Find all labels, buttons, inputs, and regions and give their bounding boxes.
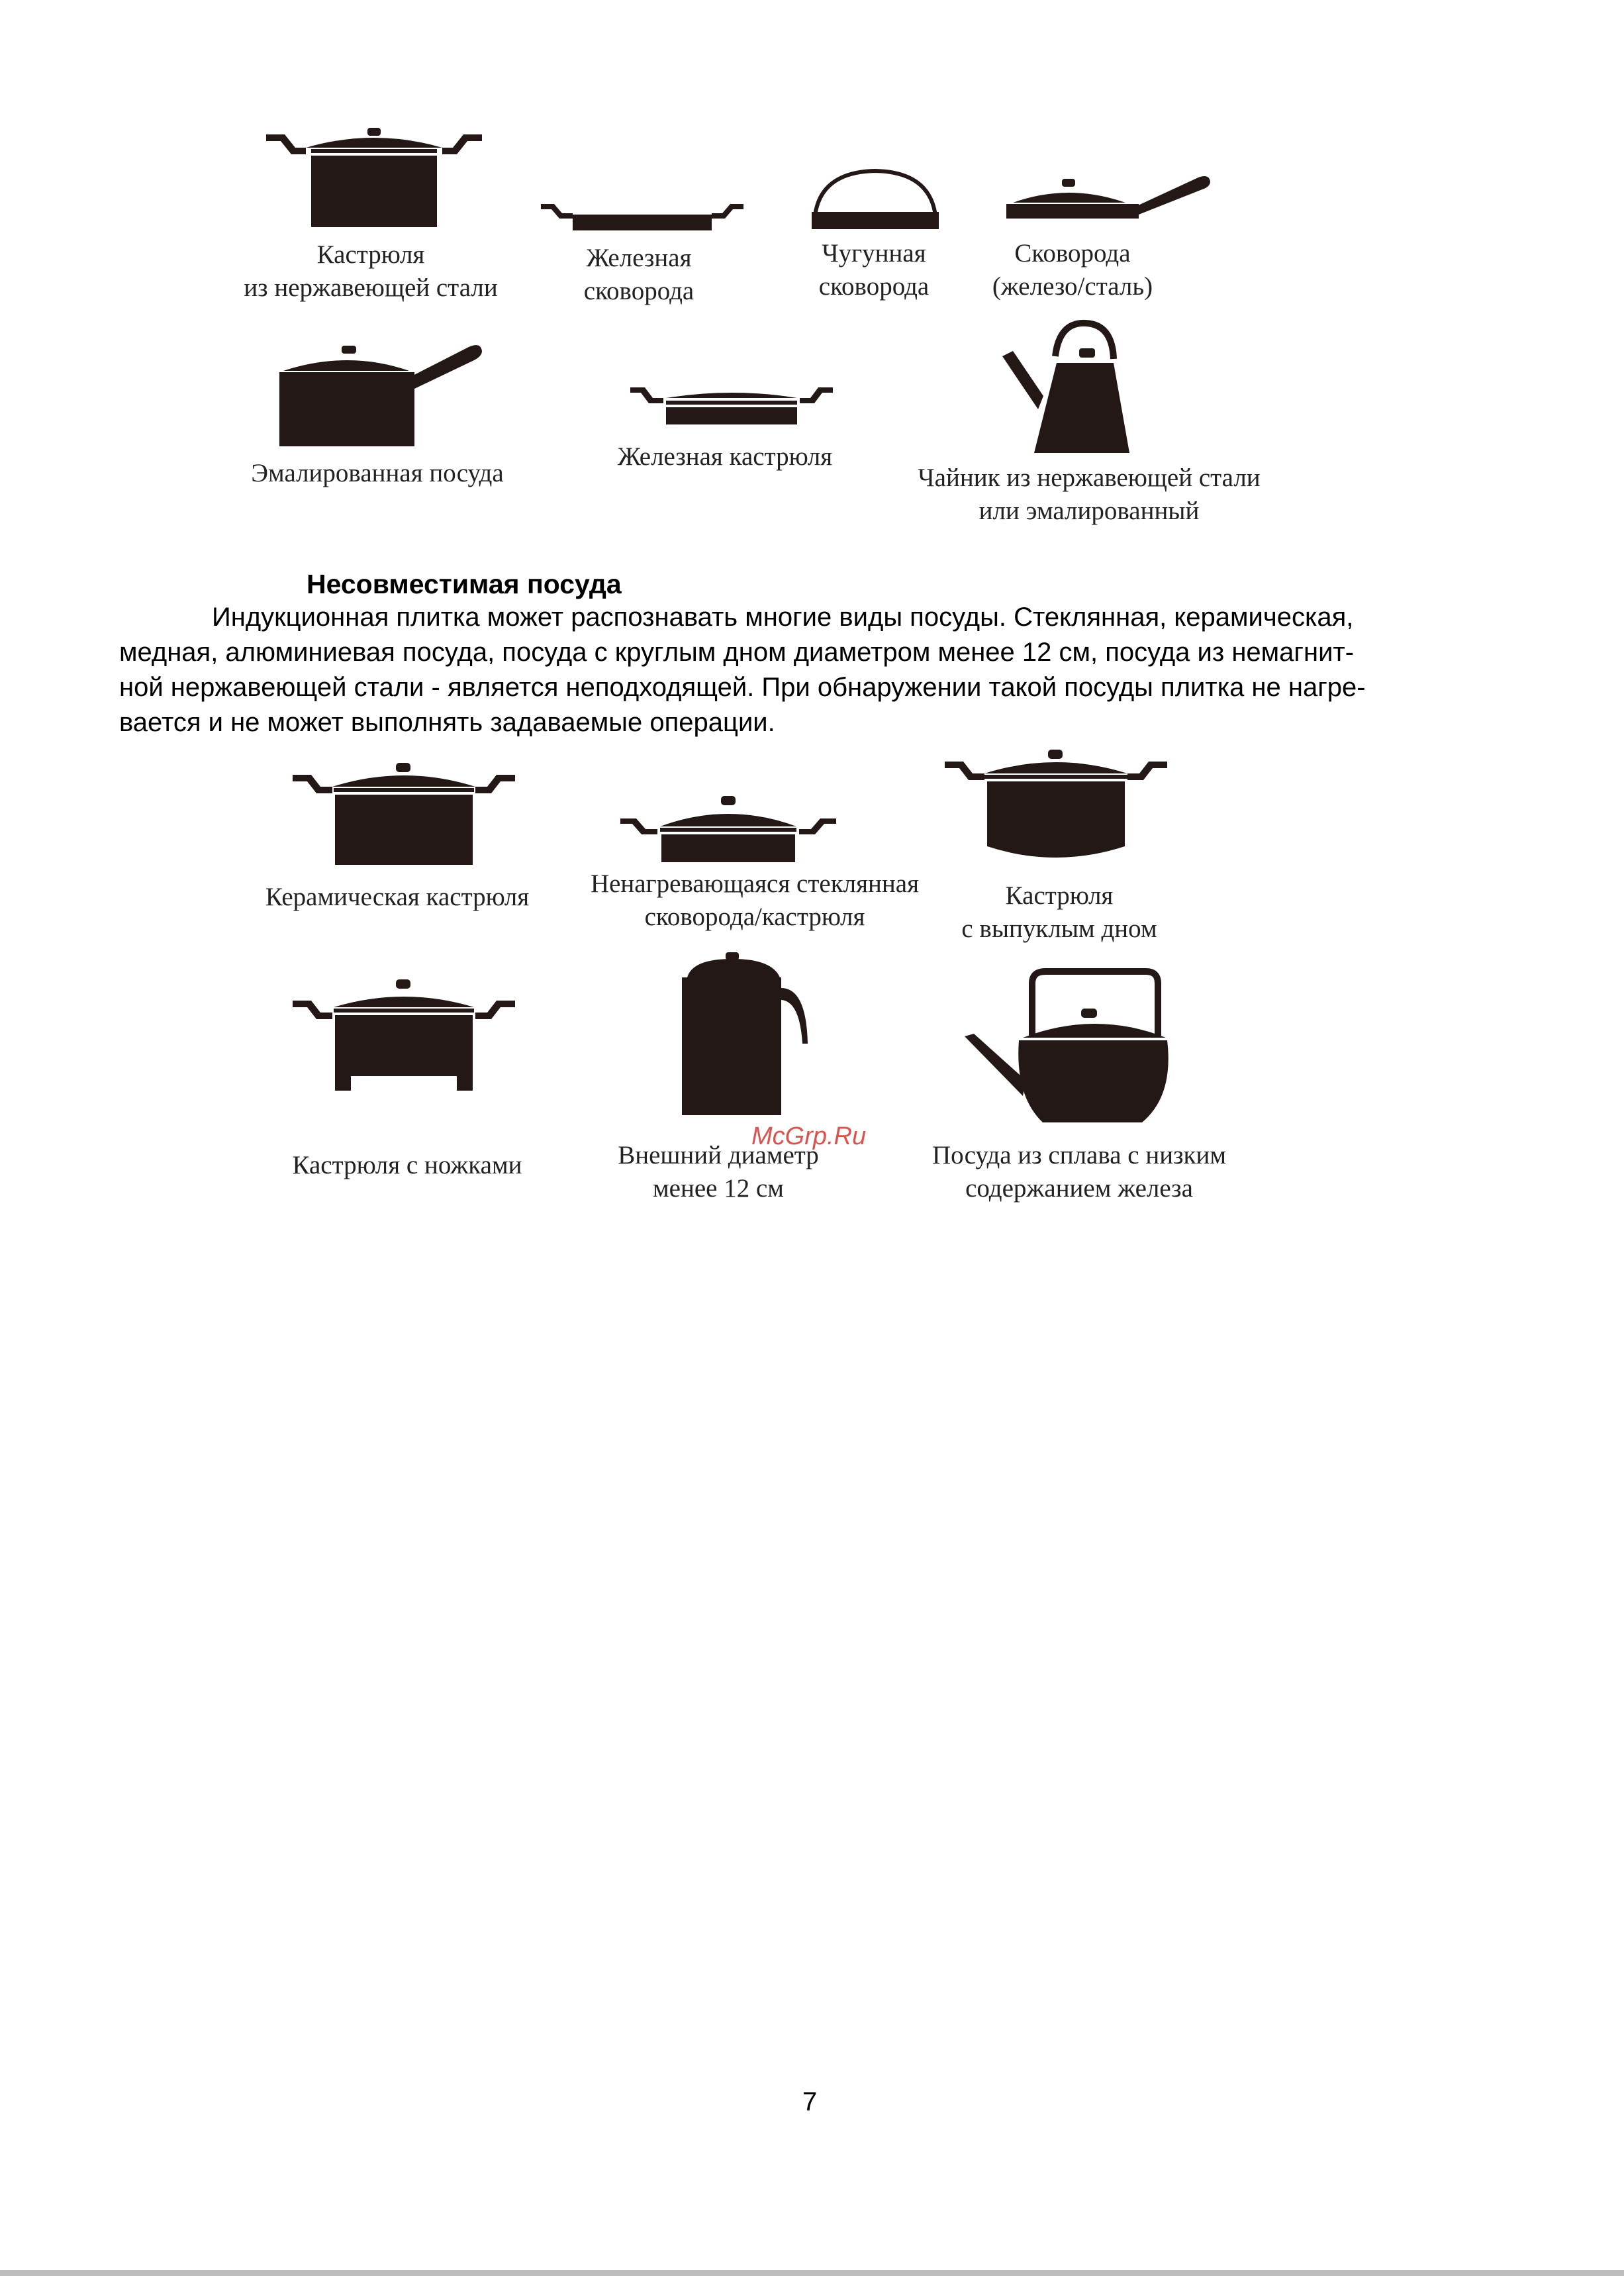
- caption-low-iron-alloy-kettle: Посуда из сплава с низким содержанием железа: [931, 1141, 1227, 1203]
- bottom-border: [0, 2270, 1624, 2276]
- watermark: McGrp.Ru: [751, 1122, 867, 1150]
- page-number: 7: [802, 2087, 818, 2116]
- pot-with-legs-icon: [291, 977, 516, 1093]
- paragraph-line: Индукционная плитка может распознавать многие виды посуды. Стеклянная, керамическая,: [212, 603, 1354, 632]
- narrow-jug-icon: [677, 951, 809, 1116]
- convex-bottom-pot-icon: [943, 747, 1169, 863]
- caption-iron-steel-skillet: Сковорода (железо/сталь): [992, 239, 1153, 301]
- ceramic-pot-icon: [291, 760, 516, 866]
- caption-stainless-pot: Кастрюля из нержавеющей стали: [244, 240, 498, 302]
- caption-ceramic-pot: Керамическая кастрюля: [265, 883, 530, 911]
- caption-glass-pan: Ненагревающаяся стеклянная сковорода/кастрюля: [590, 869, 920, 931]
- iron-frying-pan-icon: [540, 199, 745, 233]
- iron-casserole-icon: [629, 381, 834, 427]
- stainless-kettle-icon: [1000, 317, 1152, 456]
- paragraph-line: ной нержавеющей стали - является неподходящей. При обнаружении такой посуды плитка не нагре-: [119, 673, 1366, 702]
- caption-cast-iron-pan: Чугунная сковорода: [818, 239, 930, 301]
- paragraph-line: вается и не может выполнять задаваемые операции.: [119, 708, 775, 737]
- enamel-saucepan-icon: [277, 343, 482, 449]
- stainless-pot-icon: [265, 123, 483, 228]
- low-iron-alloy-kettle-icon: [963, 964, 1169, 1126]
- caption-enamel-saucepan: Эмалированная посуда: [251, 459, 504, 487]
- cast-iron-pan-icon: [809, 166, 941, 232]
- incompatible-heading: Несовместимая посуда: [307, 569, 622, 599]
- caption-iron-frying-pan: Железная сковорода: [583, 244, 694, 305]
- caption-narrow-jug: Внешний диаметр менее 12 см: [618, 1141, 819, 1203]
- caption-iron-casserole: Железная кастрюля: [617, 442, 833, 471]
- caption-stainless-kettle: Чайник из нержавеющей стали или эмалированный: [918, 464, 1261, 525]
- glass-pan-icon: [619, 795, 837, 864]
- iron-steel-skillet-icon: [1000, 173, 1212, 226]
- caption-convex-bottom-pot: Кастрюля с выпуклым дном: [961, 881, 1157, 943]
- caption-pot-with-legs: Кастрюля с ножками: [292, 1151, 522, 1179]
- paragraph-line: медная, алюминиевая посуда, посуда с круглым дном диаметром менее 12 см, посуда из немагнит-: [119, 638, 1355, 667]
- incompatible-paragraph: [119, 600, 1523, 740]
